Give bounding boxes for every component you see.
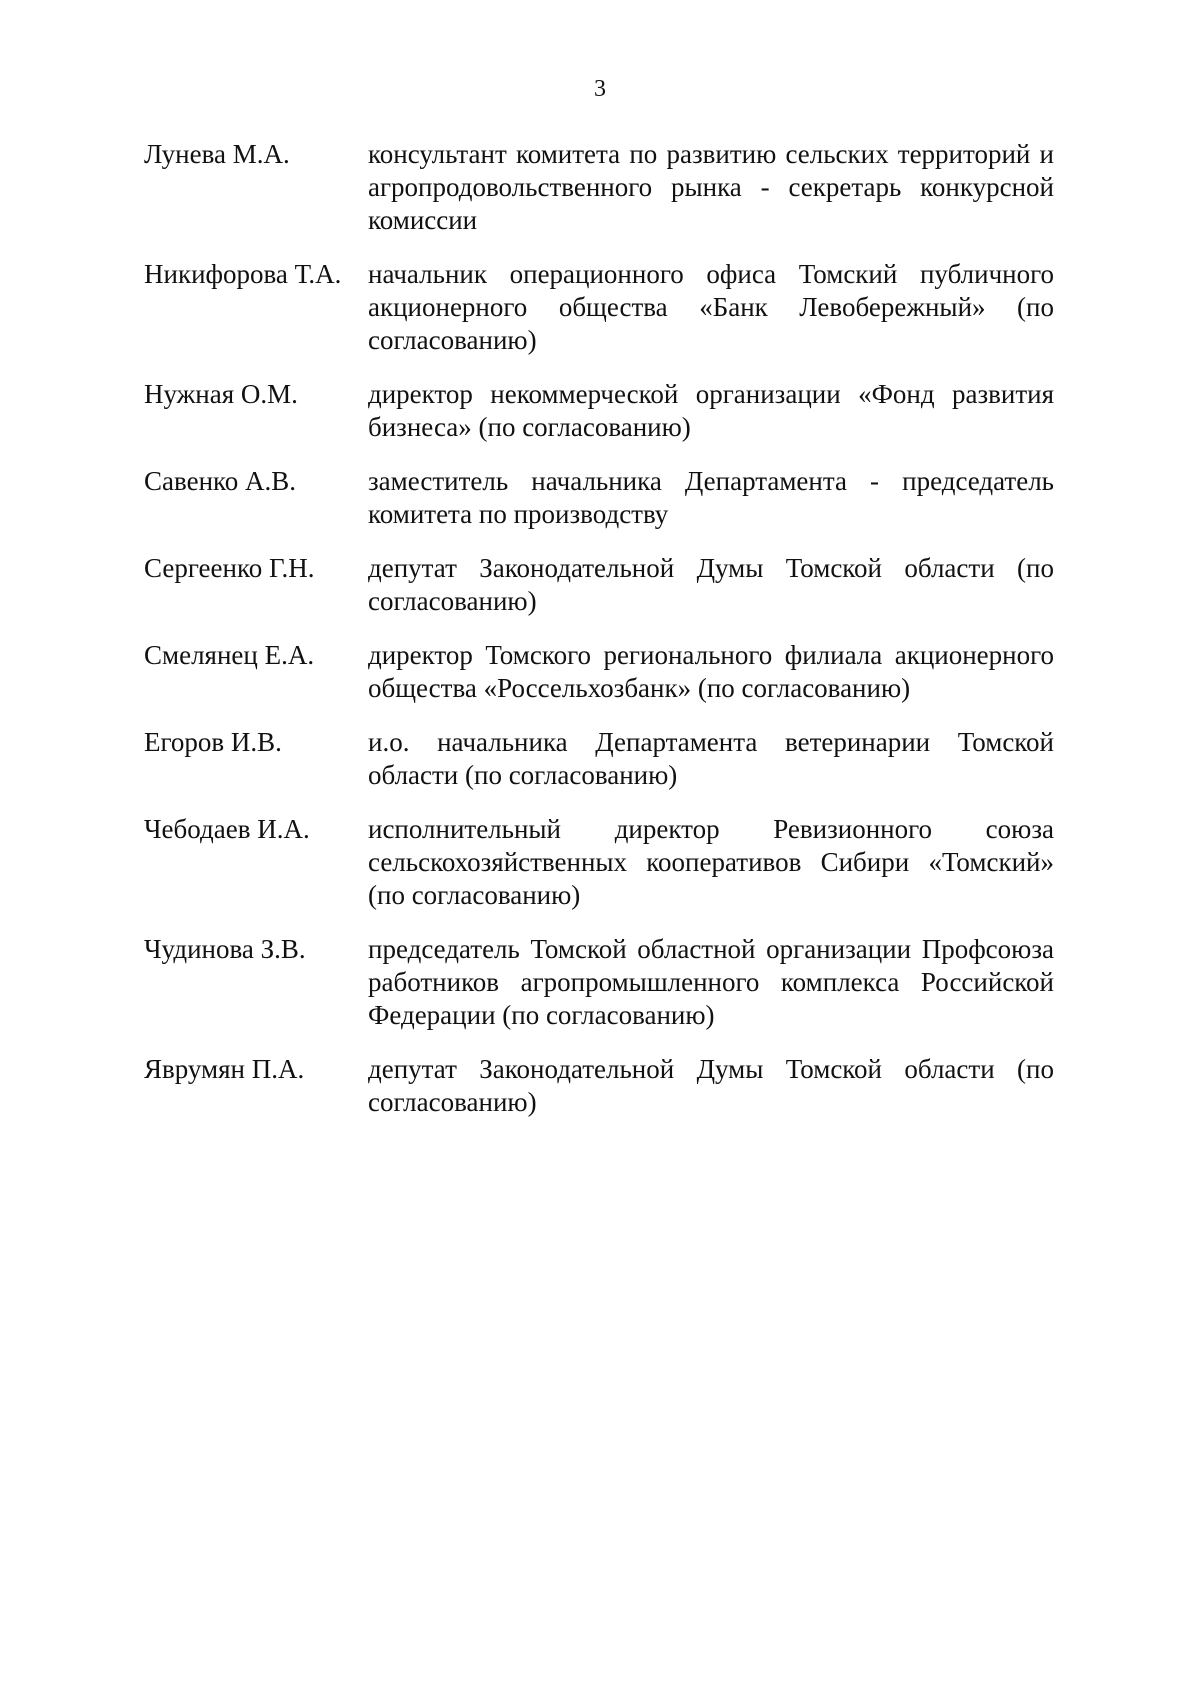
member-role: консультант комитета по развитию сельских территорий и агропродовольственного рынка - секретарь конкурсной комиссии [368,139,1054,235]
member-role: депутат Законодательной Думы Томской области (по согласованию) [368,1054,1054,1117]
member-role: и.о. начальника Департамента ветеринарии Томской области (по согласованию) [368,727,1054,790]
member-name: Егоров И.В. [144,727,282,757]
member-row [144,465,1054,531]
member-name: Лунева М.А. [144,139,290,169]
member-role: исполнительный директор Ревизионного союза сельскохозяйственных кооперативов Сибири «Томский» (по согласованию) [368,814,1054,910]
member-name: Нужная О.М. [144,379,298,409]
member-row [144,258,1054,357]
member-row [144,933,1054,1032]
member-role: председатель Томской областной организации Профсоюза работников агропромышленного комплекса Российской Федерации (по согласованию) [368,934,1054,1030]
member-row [144,378,1054,444]
page-number: 3 [594,76,606,102]
member-name: Никифорова Т.А. [144,259,342,289]
member-row [144,1053,1054,1119]
member-row [144,552,1054,618]
member-name: Чебодаев И.А. [144,814,310,844]
member-name: Смелянец Е.А. [144,640,315,670]
member-role: директор Томского регионального филиала акционерного общества «Россельхозбанк» (по согласованию) [368,640,1054,703]
member-name: Чудинова З.В. [144,934,306,964]
member-name: Яврумян П.А. [144,1054,305,1084]
member-name: Сергеенко Г.Н. [144,553,315,583]
member-row [144,813,1054,912]
member-role: начальник операционного офиса Томский публичного акционерного общества «Банк Левобережный» (по согласованию) [368,259,1054,355]
member-name: Савенко А.В. [144,466,297,496]
member-row [144,639,1054,705]
member-row [144,138,1054,237]
member-role: директор некоммерческой организации «Фонд развития бизнеса» (по согласованию) [368,379,1054,442]
member-row [144,726,1054,792]
member-role: заместитель начальника Департамента - председатель комитета по производству [368,466,1054,529]
member-role: депутат Законодательной Думы Томской области (по согласованию) [368,553,1054,616]
commission-member-list [144,138,1054,1140]
